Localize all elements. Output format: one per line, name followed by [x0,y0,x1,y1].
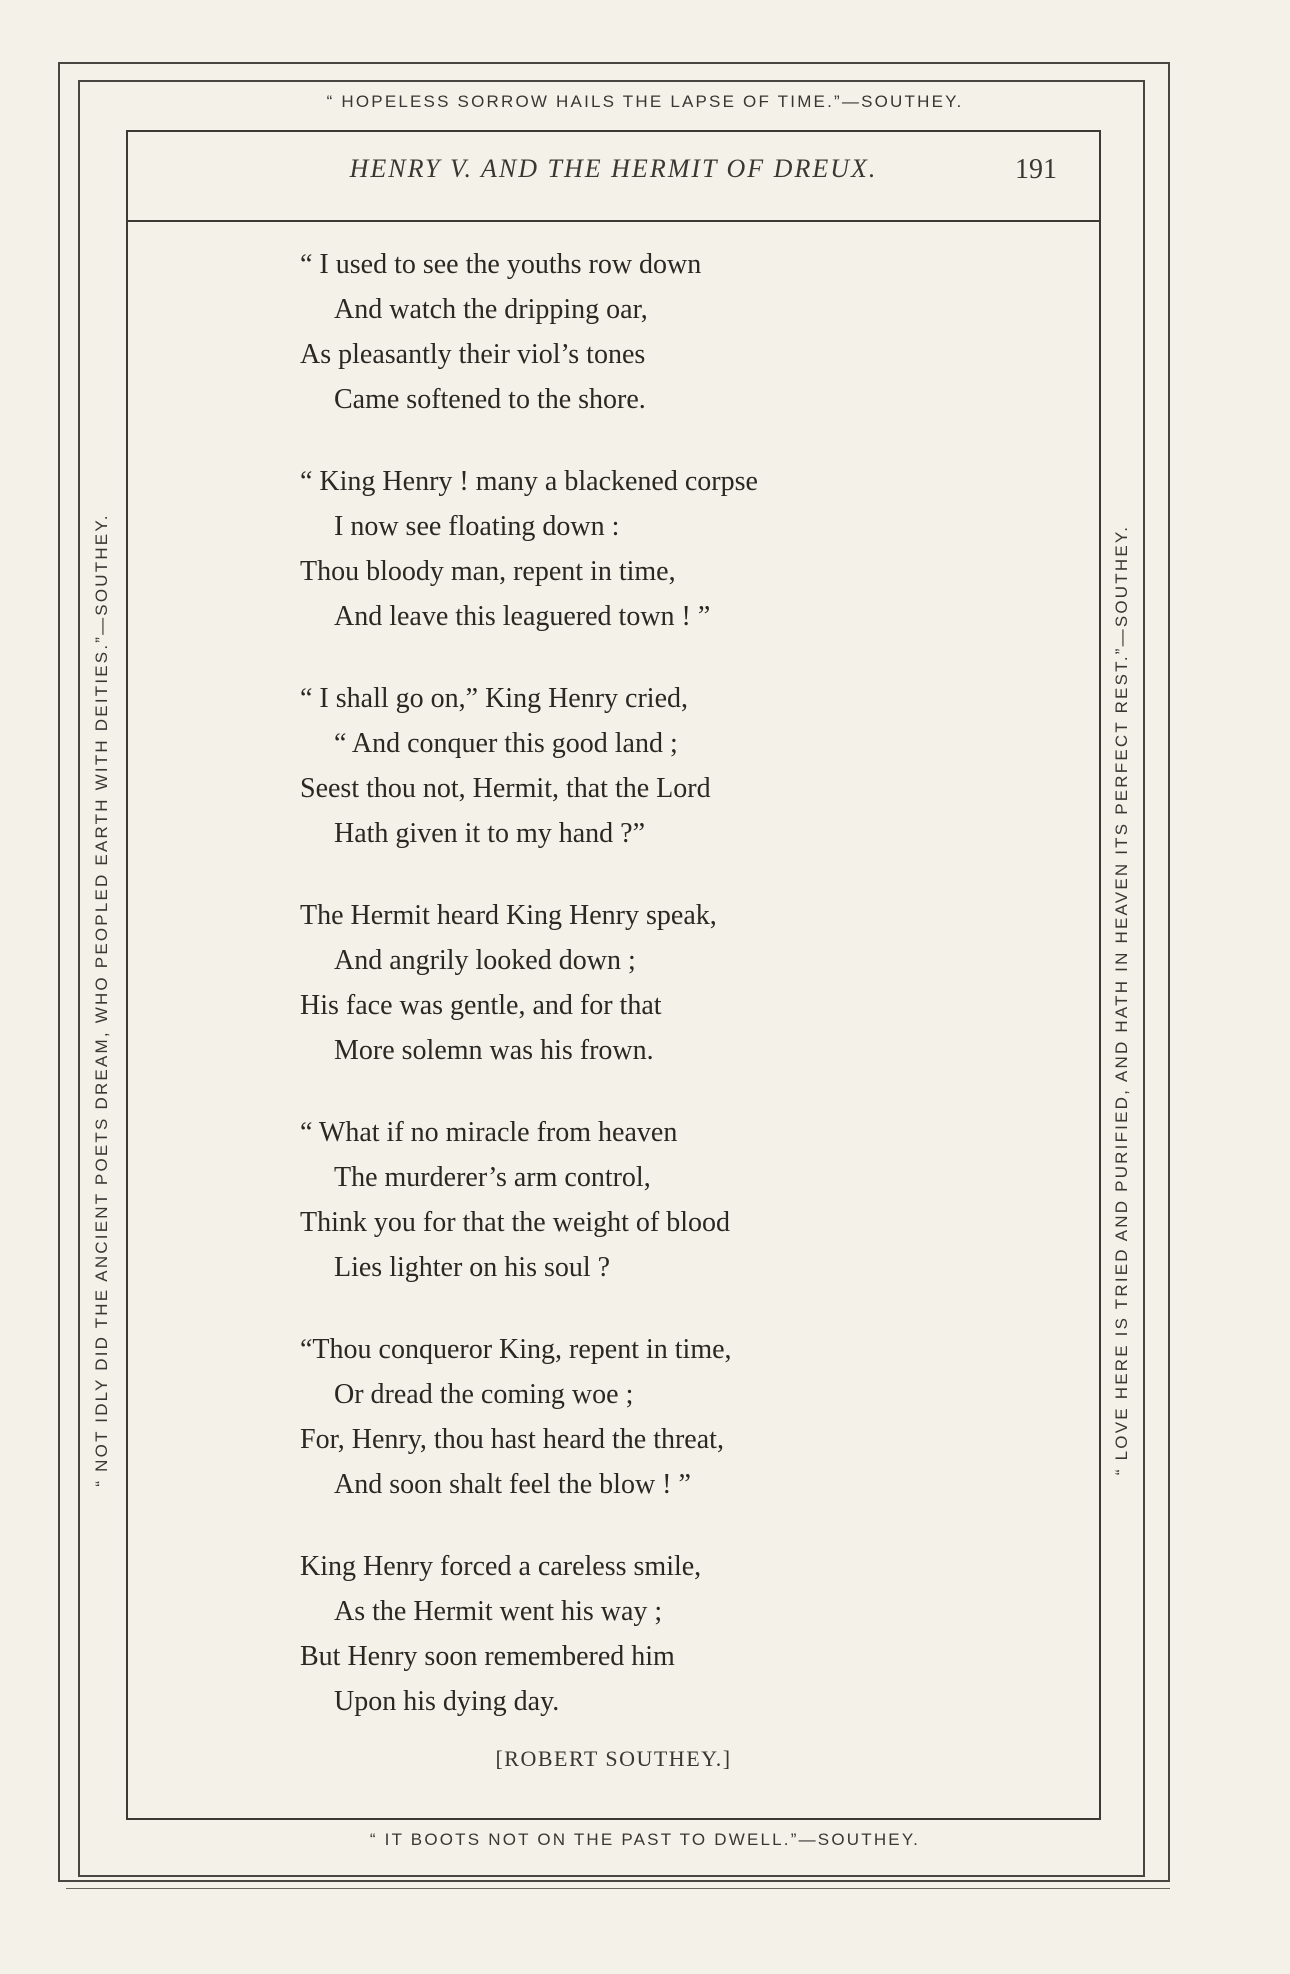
poem [300,242,1020,1761]
poem-line: For, Henry, thou hast heard the threat, [300,1424,724,1455]
right-border-quote: “ LOVE HERE IS TRIED AND PURIFIED, AND HATH IN HEAVEN ITS PERFECT REST.”—SOUTHEY. [1112,524,1131,1476]
running-title: HENRY V. AND THE HERMIT OF DREUX. [349,154,878,183]
poem-line: And watch the dripping oar, [334,294,648,325]
poem-line: “Thou conqueror King, repent in time, [300,1334,732,1365]
poem-line: And angrily looked down ; [334,945,636,976]
poem-line: And soon shalt feel the blow ! ” [334,1469,691,1500]
bottom-rule [58,1880,1170,1882]
left-border-quote: “ NOT IDLY DID THE ANCIENT POETS DREAM, WHO PEOPLED EARTH WITH DEITIES.”—SOUTHEY. [92,513,111,1487]
stanza [300,1544,1020,1724]
attribution: [ROBERT SOUTHEY.] [495,1746,732,1771]
stanza [300,1327,1020,1507]
poem-line: “ King Henry ! many a blackened corpse [300,466,758,497]
poem-line: His face was gentle, and for that [300,990,662,1021]
poem-line: “ What if no miracle from heaven [300,1117,678,1148]
poem-line: Upon his dying day. [334,1686,560,1717]
poem-line: King Henry forced a careless smile, [300,1551,702,1582]
poem-line: More solemn was his frown. [334,1035,654,1066]
poem-line: “ And conquer this good land ; [334,728,678,759]
poem-line: As pleasantly their viol’s tones [300,339,646,370]
poem-line: The murderer’s arm control, [334,1162,651,1193]
stanza [300,1110,1020,1290]
poem-line: “ I shall go on,” King Henry cried, [300,683,688,714]
bottom-border-quote: “ IT BOOTS NOT ON THE PAST TO DWELL.”—SOUTHEY. [369,1830,921,1849]
poem-line: Seest thou not, Hermit, that the Lord [300,773,711,804]
poem-line: Hath given it to my hand ?” [334,818,646,849]
outer-frame-right-edge [1168,62,1170,1882]
poem-line: Lies lighter on his soul ? [334,1252,611,1283]
poem-line: Or dread the coming woe ; [334,1379,634,1410]
page-number: 191 [1015,154,1057,185]
poem-line: “ I used to see the youths row down [300,249,702,280]
poem-line: But Henry soon remembered him [300,1641,675,1672]
poem-line: The Hermit heard King Henry speak, [300,900,717,931]
bottom-rule-thin [66,1888,1170,1889]
poem-line: Came softened to the shore. [334,384,646,415]
top-border-quote: “ HOPELESS SORROW HAILS THE LAPSE OF TIME.”—SOUTHEY. [326,92,964,111]
stanza [300,242,1020,422]
poem-line: I now see floating down : [334,511,620,542]
poem-line: Think you for that the weight of blood [300,1207,731,1238]
stanza [300,893,1020,1073]
poem-line: And leave this leaguered town ! ” [334,601,711,632]
poem-line: As the Hermit went his way ; [334,1596,663,1627]
stanza [300,676,1020,856]
poem-line: Thou bloody man, repent in time, [300,556,676,587]
header-rule [126,220,1101,222]
stanza [300,459,1020,639]
